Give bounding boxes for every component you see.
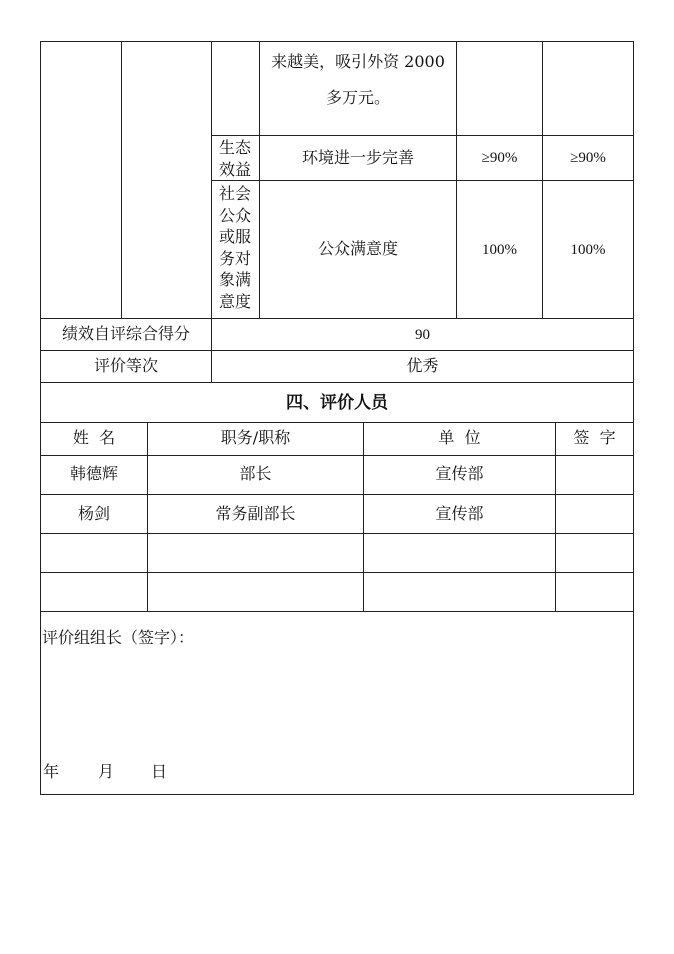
header-signature: 签 字 (573, 428, 616, 447)
grade-value: 优秀 (406, 356, 439, 375)
indicator-text-line: 多万元。 (325, 88, 390, 107)
person-name: 杨剑 (77, 504, 110, 523)
table-border-right (633, 41, 634, 795)
table-rule (40, 572, 634, 573)
group-leader-signature-label: 评价组组长（签字）： (42, 628, 195, 647)
category-ecological: 生态 效益 (218, 138, 251, 179)
section-title: 四、评价人员 (286, 393, 388, 413)
header-title: 职务/职称 (220, 428, 291, 447)
table-col (121, 41, 122, 318)
date-year: 年 (43, 762, 60, 781)
score-value: 90 (415, 327, 430, 343)
table-rule (40, 350, 634, 351)
table-col (542, 41, 543, 318)
table-rule (40, 611, 634, 612)
table-rule (40, 382, 634, 383)
table-rule (40, 318, 634, 319)
table-rule (211, 135, 634, 136)
table-border-left (40, 41, 41, 795)
category-social-satisfaction: 社会 公众 或服 务对 象满 意度 (218, 184, 251, 311)
person-unit: 宣传部 (435, 504, 484, 523)
date-month: 月 (98, 762, 115, 781)
indicator-text-line: 来越美，吸引外资 2000 (271, 52, 445, 71)
target-value: ≥90% (481, 150, 518, 166)
header-unit: 单 位 (438, 428, 481, 447)
indicator-public-satisfaction: 公众满意度 (317, 239, 398, 258)
person-title: 常务副部长 (215, 504, 296, 523)
person-title: 部长 (239, 464, 272, 483)
indicator-environment: 环境进一步完善 (301, 148, 414, 167)
table-col (259, 41, 260, 318)
target-value: 100% (482, 242, 517, 258)
grade-label: 评价等次 (93, 356, 158, 375)
table-col (456, 41, 457, 318)
table-rule (40, 494, 634, 495)
header-name: 姓 名 (72, 428, 116, 447)
table-rule (40, 422, 634, 423)
table-rule (40, 533, 634, 534)
table-border-bottom (40, 794, 634, 795)
table-rule (40, 455, 634, 456)
actual-value: 100% (570, 242, 606, 258)
score-label: 绩效自评综合得分 (61, 324, 190, 343)
person-unit: 宣传部 (435, 464, 484, 483)
table-rule (211, 180, 634, 181)
table-border-top (40, 41, 634, 42)
date-day: 日 (151, 762, 168, 781)
actual-value: ≥90% (570, 150, 606, 166)
table-col (555, 422, 556, 611)
person-name: 韩德辉 (69, 464, 118, 483)
